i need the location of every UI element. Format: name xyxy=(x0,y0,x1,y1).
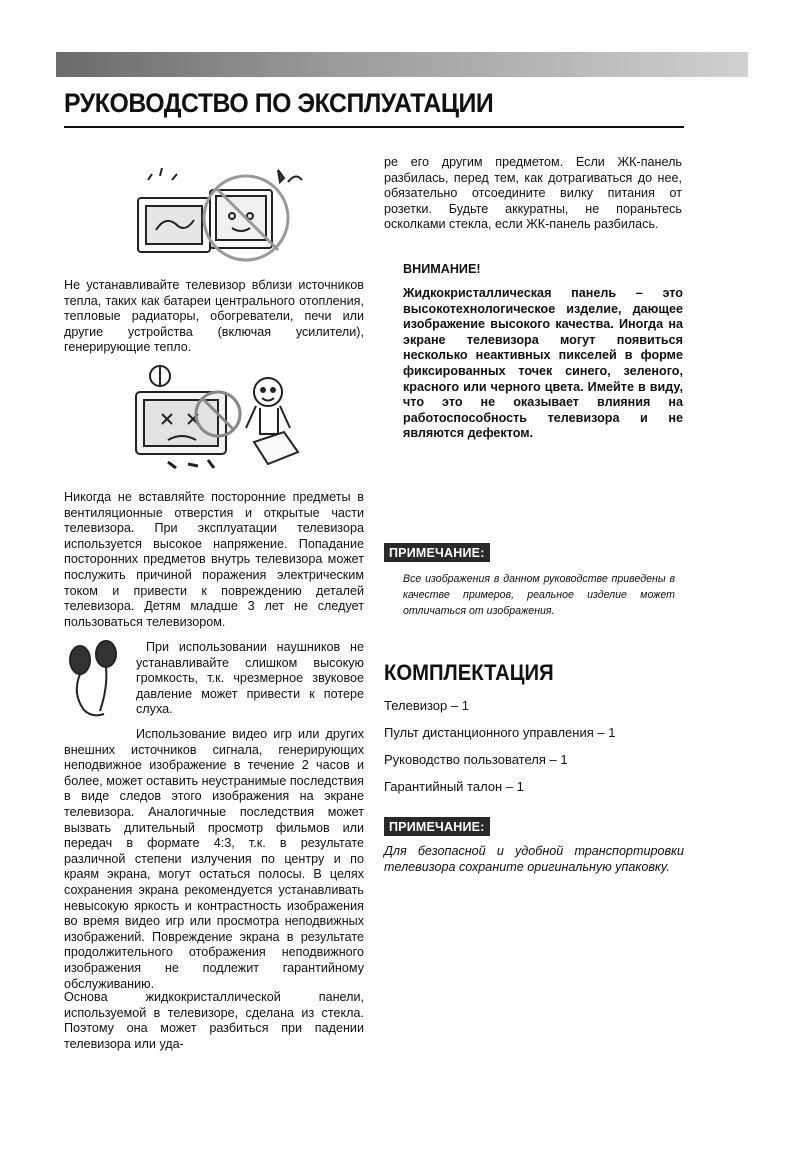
warning-block xyxy=(403,262,683,442)
note-text: Все изображения в данном руководстве приведены в качестве примеров, реальное изделие может отличаться от изображения. xyxy=(403,573,675,617)
list-item: Телевизор – 1 xyxy=(384,698,469,713)
note-text: Для безопасной и удобной транспортировки телевизора сохраните оригинальную упаковку. xyxy=(384,844,684,874)
page-title: РУКОВОДСТВО ПО ЭКСПЛУАТАЦИИ xyxy=(64,88,494,118)
foreign-objects-illustration xyxy=(128,362,310,482)
kit-list xyxy=(384,692,615,800)
heat-warning-text: Не устанавливайте телевизор вблизи источников тепла, таких как батареи центрального отопления, тепловые радиаторы, обогреватели, печи или другие устройства (включая усилители), генерирующие тепло. xyxy=(64,278,364,355)
headphones-text: При использовании наушников не устанавливайте слишком высокую громкость, т.к. чрезмерное звуковое давление может привести к потере слуха. xyxy=(136,640,364,717)
warning-text: Жидкокристаллическая панель – это высокотехнологическое изделие, дающее изображение высокого качества. Иногда на экране телевизора могут появиться несколько неактивных пикселей в форме фиксированных точек синего, зеленого, красного или черного цвета. Имейте в виду, что это не оказывает влияния на работоспособность телевизора и не являются дефектом. xyxy=(403,286,683,441)
foreign-objects-text: Никогда не вставляйте посторонние предметы в вентиляционные отверстия и открытые части телевизора. При эксплуатации телевизора используется высокое напряжение. Попадание посторонних предметов внутрь телевизора может послужить причиной поражения электрическим током и привести к повреждению деталей телевизора. Детям младше 3 лет не следует пользоваться телевизором. xyxy=(64,490,364,629)
list-item: Гарантийный талон – 1 xyxy=(384,779,524,794)
video-games-text: Использование видео игр или других внешних источников сигнала, генерирующих неподвижное изображение в течение 2 часов и более, может оставить неустранимые последствия в виде следов этого изображения на экране телевизора. Аналогичные последствия может вызвать длительный просмотр фильмов или передач в формате 4:3, т.к. в результате различной степени излучения по центру и по краям экрана, могут остаться полосы. В целях сохранения экрана рекомендуется устанавливать невысокую яркость и контрастность изображения во время видео игр или просмотра неподвижных изображений. Повреждение экрана в результате продолжительного отображения неподвижного изображения не подлежит гарантийному обслуживанию. xyxy=(64,727,364,991)
note-label: ПРИМЕЧАНИЕ: xyxy=(384,817,490,836)
glass-panel-text-continued: ре его другим предметом. Если ЖК-панель разбилась, перед тем, как дотрагиваться до нее, обязательно отсоедините вилку питания от розетки. Будьте аккуратны, не пораньтесь осколками стекла, если ЖК-панель разбилась. xyxy=(384,155,682,232)
title-divider xyxy=(64,126,684,128)
heat-source-illustration xyxy=(128,160,308,268)
list-item: Пульт дистанционного управления – 1 xyxy=(384,725,616,740)
header-bar xyxy=(56,52,748,77)
kit-section-title: КОМПЛЕКТАЦИЯ xyxy=(384,660,554,685)
note-label: ПРИМЕЧАНИЕ: xyxy=(384,543,490,562)
glass-panel-text: Основа жидкокристаллической панели, используемой в телевизоре, сделана из стекла. Поэтому она может разбиться при падении телевизора или уда- xyxy=(64,990,364,1051)
headphones-illustration xyxy=(64,640,126,722)
list-item: Руководство пользователя – 1 xyxy=(384,752,568,767)
warning-title: ВНИМАНИЕ! xyxy=(403,262,481,276)
